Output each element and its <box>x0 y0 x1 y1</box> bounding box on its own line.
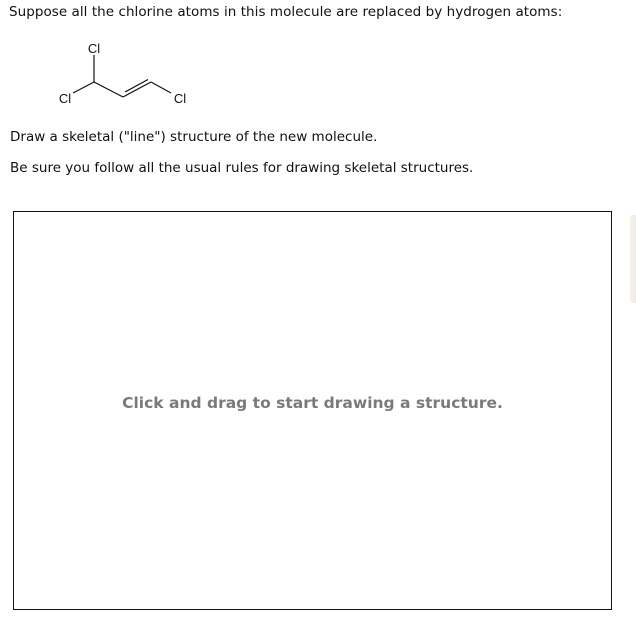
question-prompt: Suppose all the chlorine atoms in this molecule are replaced by hydrogen atoms: <box>9 4 563 20</box>
bond-c2-c3-outer <box>123 82 151 97</box>
atom-label-cl-top: Cl <box>87 41 101 56</box>
instruction-rules: Be sure you follow all the usual rules for drawing skeletal structures. <box>10 160 474 176</box>
bond-c3-cl-right <box>151 82 171 93</box>
instruction-draw: Draw a skeletal ("line") structure of the new molecule. <box>10 129 378 145</box>
bond-c1-cl-left <box>73 82 94 93</box>
toolbar-panel-edge[interactable] <box>630 215 636 303</box>
drawing-hint: Click and drag to start drawing a structure. <box>122 394 503 412</box>
bond-c1-c2 <box>94 82 123 97</box>
atom-label-cl-left: Cl <box>58 91 72 106</box>
atom-label-cl-right: Cl <box>173 91 187 106</box>
molecule-structure <box>40 30 200 110</box>
structure-drawing-canvas[interactable] <box>13 211 612 610</box>
